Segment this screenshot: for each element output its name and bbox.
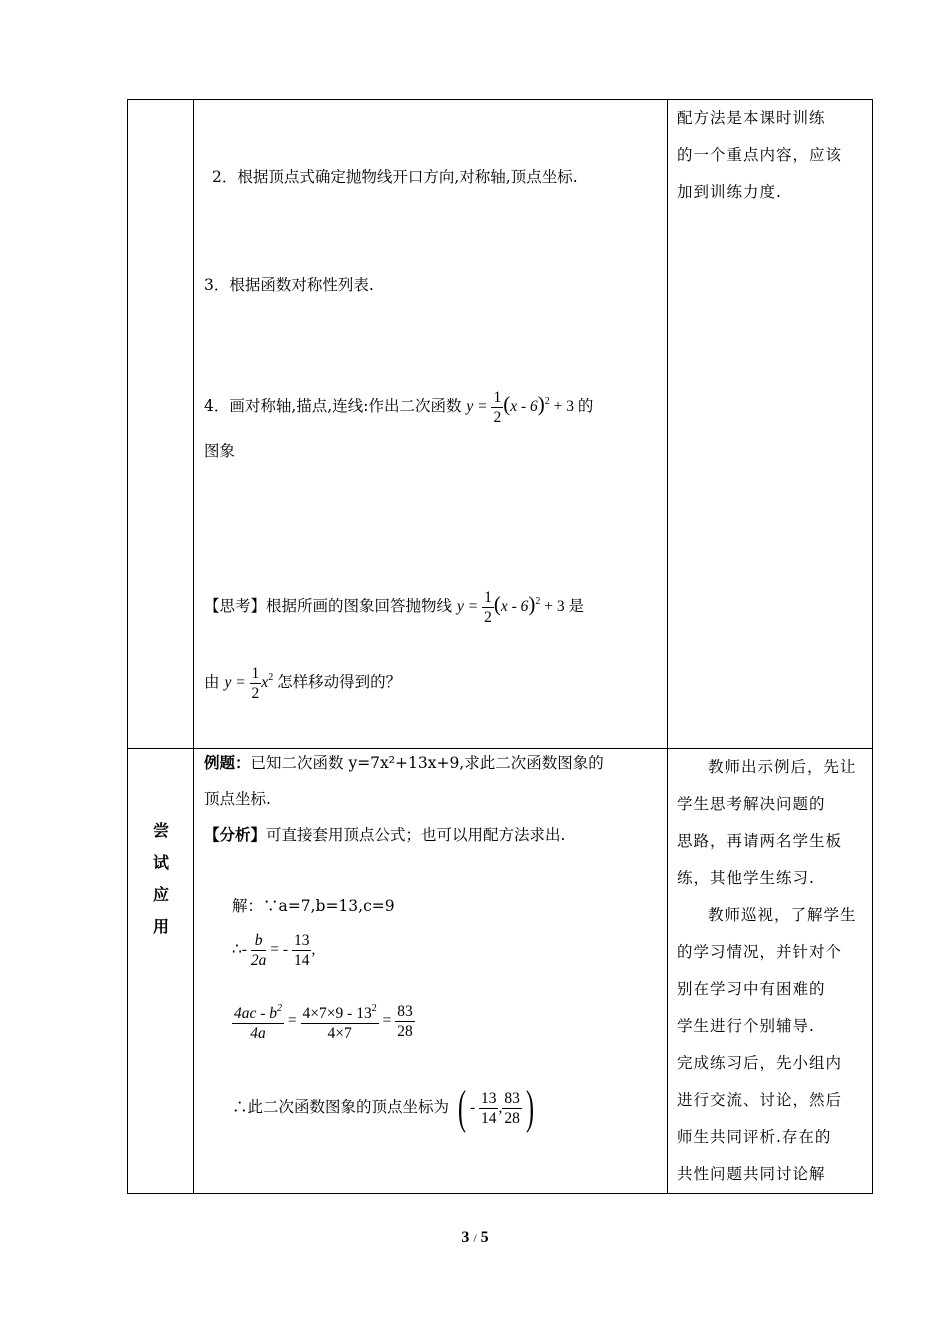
note-line: 的学习情况，并针对个 (677, 943, 843, 961)
note-line: 配方法是本课时训练 (677, 109, 826, 127)
note-line: 完成练习后，先小组内 (677, 1054, 843, 1072)
section-label-vertical: 尝 试 应 用 (152, 821, 169, 936)
row-label-cell (128, 749, 194, 1194)
note-line: 别在学习中有困难的 (677, 980, 826, 998)
step-4-line2: 图象 (204, 442, 236, 460)
analysis-label: 【分析】 (204, 825, 267, 844)
note-line: 学生进行个别辅导. (677, 1017, 815, 1035)
note-line: 共性问题共同讨论解 (677, 1165, 826, 1183)
y-equals: y = (466, 398, 488, 415)
analysis-text: 可直接套用顶点公式；也可以用配方法求出. (266, 826, 566, 844)
base-parabola-formula: y = $\frac{1}{2}$ $x^2$ (224, 664, 274, 702)
note-line: 的一个重点内容，应该 (677, 146, 843, 164)
think-question: 【思考】根据所画的图象回答抛物线 y = $\frac{1}{2}$ (x - 6)$^2$ + 3 是 (204, 588, 584, 626)
think-line2: 由 y = $\frac{1}{2}$ $x^2$ 怎样移动得到的？ (204, 664, 402, 702)
table-row (128, 100, 873, 749)
solution-given: 解：∵a=7,b=13,c=9 (232, 897, 395, 915)
content-cell (194, 100, 668, 749)
note-line: 师生共同评析.存在的 (677, 1128, 832, 1146)
parabola-formula: y = $\frac{1}{2}$ (x - 6)$^2$ + 3 (466, 388, 575, 426)
think-text: 根据所画的图象回答抛物线 (266, 597, 453, 615)
note-line: 教师出示例后，先让 (708, 758, 857, 776)
note-line: 加到训练力度. (677, 183, 782, 201)
content-cell (194, 749, 668, 1194)
x-minus-6: x - 6 (510, 398, 538, 415)
note-line: 进行交流、讨论，然后 (677, 1091, 843, 1109)
teacher-note-cell (668, 100, 873, 749)
conclusion (232, 1081, 538, 1135)
vertex-coordinates: ( - $\frac{13}{14}$ , $\frac{83}{28}$ ) (457, 1081, 534, 1135)
teacher-note (668, 100, 872, 211)
half-fraction: $\frac{1}{2}$ (493, 388, 502, 426)
example-line2: 顶点坐标. (204, 790, 271, 808)
example-line (204, 753, 604, 773)
step-4: 4．画对称轴,描点,连线:作出二次函数 y = $\frac{1}{2}$ (x - 6)$^2$ + 3 的 (204, 388, 594, 426)
teacher-note-cell (668, 749, 873, 1194)
plus-3: + 3 (553, 398, 575, 415)
analysis (204, 825, 565, 845)
parabola-formula-2: y = $\frac{1}{2}$ (x - 6)$^2$ + 3 (456, 588, 565, 626)
note-line: 思路，再请两名学生板 (677, 832, 843, 850)
step-2: 2．根据顶点式确定抛物线开口方向,对称轴,顶点坐标. (212, 168, 578, 186)
teacher-note (668, 749, 872, 1193)
note-line: 教师巡视，了解学生 (708, 906, 857, 924)
table-row (128, 749, 873, 1194)
lesson-table (127, 99, 873, 1194)
row-label-cell (128, 100, 194, 749)
step-4-text: 4．画对称轴,描点,连线:作出二次函数 (204, 397, 462, 415)
note-line: 练，其他学生练习. (677, 869, 815, 887)
step-3: 3．根据函数对称性列表. (204, 276, 374, 294)
example-text: 已知二次函数 y=7x²+13x+9,求此二次函数图象的 (250, 754, 604, 772)
note-line: 学生思考解决问题的 (677, 795, 826, 813)
conclusion-text: ∴此二次函数图象的顶点坐标为 (232, 1098, 450, 1116)
axis-calc: ∴- $\frac{b}{2a}$ = - $\frac{13}{14}$ , (232, 931, 316, 969)
page-number: 3 / 5 (461, 1229, 489, 1246)
vertex-y-calc: $\frac{4ac - b^2}{4a}$ = $\frac{4\times 7\times 9 - 13^2}{4\times 7}$ = $\frac{83}{28}$ (232, 999, 415, 1043)
think-label: 【思考】 (204, 597, 267, 615)
example-label: 例题： (204, 753, 251, 772)
